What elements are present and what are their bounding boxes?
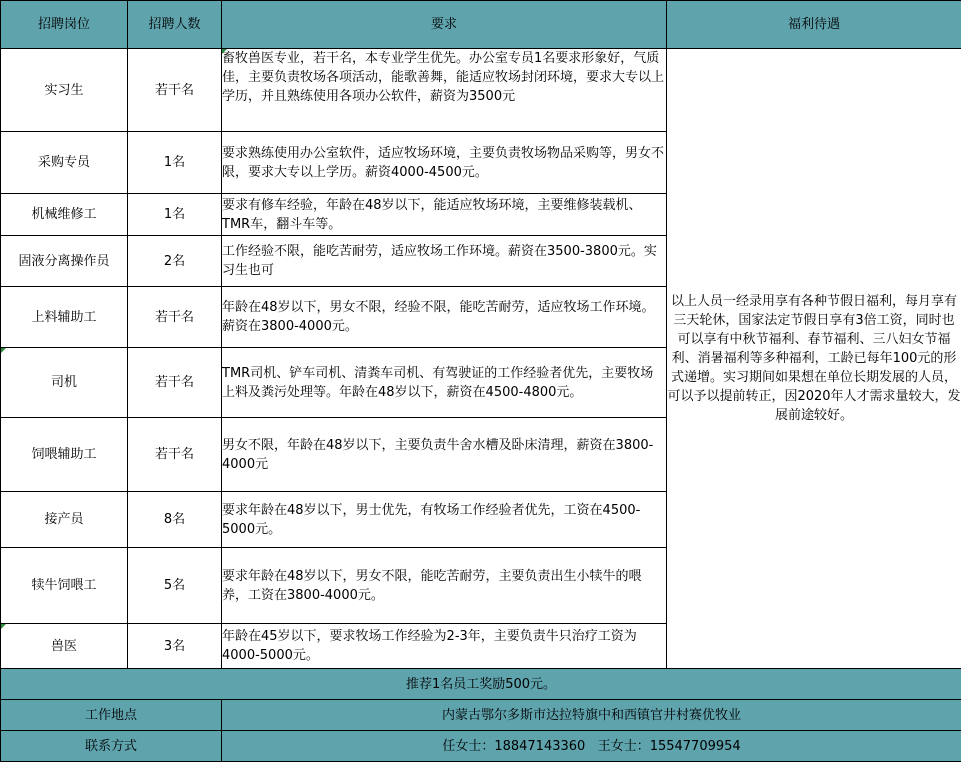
position-cell: 采购专员: [1, 132, 128, 194]
header-row: [1, 1, 961, 49]
requirements-cell: 年龄在45岁以下，要求牧场工作经验为2-3年，主要负责牛只治疗工资为4000-5000元。: [222, 624, 667, 669]
position-cell: 固液分离操作员: [1, 236, 128, 287]
contact-row: [1, 731, 961, 762]
header-count: 招聘人数: [128, 1, 222, 49]
requirements-cell: 工作经验不限，能吃苦耐劳，适应牧场工作环境。薪资在3500-3800元。实习生也可: [222, 236, 667, 287]
requirements-cell: TMR司机、铲车司机、清粪车司机、有驾驶证的工作经验者优先，主要牧场上料及粪污处理等。年龄在48岁以下，薪资在4500-4800元。: [222, 348, 667, 418]
count-cell: 5名: [128, 548, 222, 624]
count-cell: 若干名: [128, 49, 222, 132]
welfare-cell: 以上人员一经录用享有各种节假日福利，每月享有三天轮休，国家法定节假日享有3倍工资，同时也可以享有中秋节福利、春节福利、三八妇女节福利、消暑福利等多种福利，工龄已每年100元的形式递增。实习期间如果想在单位长期发展的人员，可以予以提前转正，因2020年人才需求量较大，发展前途较好。: [667, 49, 961, 669]
count-cell: 8名: [128, 492, 222, 548]
count-cell: 若干名: [128, 348, 222, 418]
position-cell: 饲喂辅助工: [1, 418, 128, 492]
requirements-cell: 畜牧兽医专业，若干名，本专业学生优先。办公室专员1名要求形象好，气质佳，主要负责牧场各项活动，能歌善舞，能适应牧场封闭环境，要求大专以上学历，并且熟练使用各项办公软件，薪资为3500元: [222, 49, 667, 132]
requirements-cell: 要求有修车经验，年龄在48岁以下，能适应牧场环境，主要维修装载机、TMR车，翻斗车等。: [222, 194, 667, 236]
location-value: 内蒙古鄂尔多斯市达拉特旗中和西镇官井村赛优牧业: [222, 700, 961, 731]
count-cell: 1名: [128, 132, 222, 194]
count-cell: 若干名: [128, 287, 222, 348]
requirements-cell: 男女不限，年龄在48岁以下，主要负责牛舍水槽及卧床清理，薪资在3800-4000元: [222, 418, 667, 492]
location-label: 工作地点: [1, 700, 222, 731]
count-cell: 2名: [128, 236, 222, 287]
header-requirements: 要求: [222, 1, 667, 49]
requirements-cell: 要求年龄在48岁以下，男士优先，有牧场工作经验者优先，工资在4500-5000元。: [222, 492, 667, 548]
position-cell: 接产员: [1, 492, 128, 548]
count-cell: 3名: [128, 624, 222, 669]
contact-label: 联系方式: [1, 731, 222, 762]
requirements-cell: 要求熟练使用办公室软件，适应牧场环境，主要负责牧场物品采购等，男女不限，要求大专以上学历。薪资4000-4500元。: [222, 132, 667, 194]
position-cell: 上料辅助工: [1, 287, 128, 348]
position-cell: 机械维修工: [1, 194, 128, 236]
count-cell: 若干名: [128, 418, 222, 492]
count-cell: 1名: [128, 194, 222, 236]
header-position: 招聘岗位: [1, 1, 128, 49]
requirements-cell: 年龄在48岁以下，男女不限，经验不限，能吃苦耐劳，适应牧场工作环境。薪资在3800-4000元。: [222, 287, 667, 348]
position-cell: 司机: [1, 348, 128, 418]
position-cell: 实习生: [1, 49, 128, 132]
table-row: [1, 49, 961, 132]
header-welfare: 福利待遇: [667, 1, 961, 49]
referral-row: [1, 669, 961, 700]
contact-value: 任女士：18847143360 王女士：15547709954: [222, 731, 961, 762]
referral-bonus-text: 推荐1名员工奖励500元。: [1, 669, 961, 700]
location-row: [1, 700, 961, 731]
requirements-cell: 要求年龄在48岁以下，男女不限，能吃苦耐劳，主要负责出生小犊牛的喂养，工资在3800-4000元。: [222, 548, 667, 624]
position-cell: 兽医: [1, 624, 128, 669]
position-cell: 犊牛饲喂工: [1, 548, 128, 624]
